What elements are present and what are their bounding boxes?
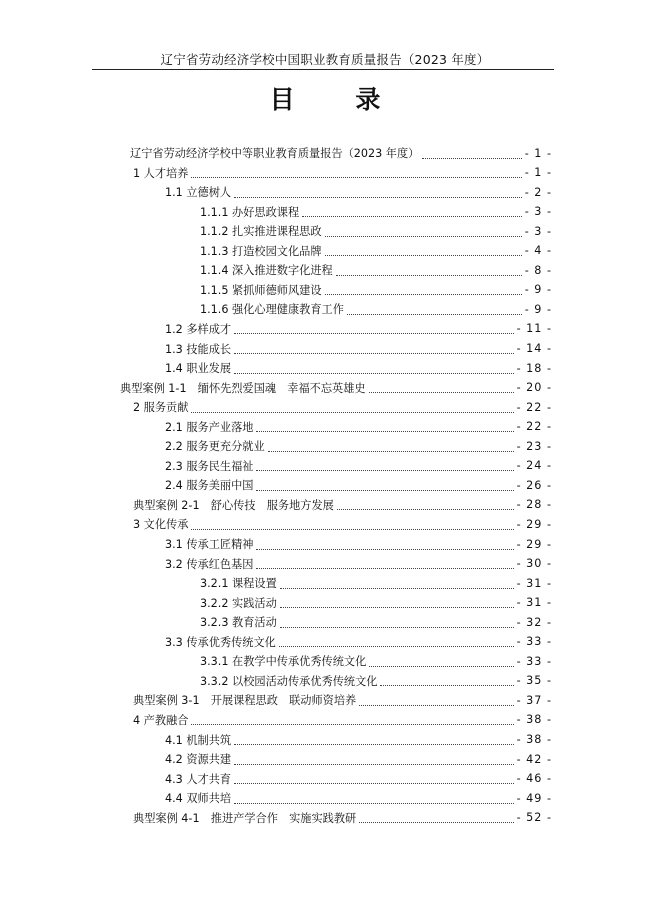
- toc-entry[interactable]: [200, 575, 552, 591]
- toc-leader-dots: [380, 673, 513, 686]
- toc-leader-dots: [256, 556, 513, 569]
- header-divider: [92, 69, 554, 70]
- toc-entry-page: - 28 -: [516, 498, 552, 512]
- toc-entry-label: 3.2.3 教育活动: [200, 616, 277, 630]
- toc-entry-label: 2.1 服务产业落地: [165, 420, 254, 434]
- toc-entry[interactable]: [165, 732, 552, 748]
- toc-entry-page: - 8 -: [524, 263, 552, 277]
- toc-entry-page: - 18 -: [516, 361, 552, 375]
- toc-entry-label: 1.1.4 深入推进数字化进程: [200, 264, 333, 278]
- toc-entry[interactable]: [165, 771, 552, 787]
- toc-entry-page: - 9 -: [524, 283, 552, 297]
- toc-entry-label: 1.1.2 扎实推进课程思政: [200, 225, 322, 239]
- toc-entry-label: 3.3 传承优秀传统文化: [165, 635, 276, 649]
- toc-entry-page: - 31 -: [516, 576, 552, 590]
- toc-entry-page: - 33 -: [516, 654, 552, 668]
- toc-leader-dots: [234, 771, 513, 784]
- toc-entry-label: 3.2 传承红色基因: [165, 557, 254, 571]
- toc-leader-dots: [234, 732, 513, 745]
- toc-leader-dots: [337, 497, 514, 510]
- toc-entry-page: - 49 -: [516, 791, 552, 805]
- toc-entry-label: 4.4 双师共培: [165, 792, 232, 806]
- toc-leader-dots: [280, 595, 514, 608]
- toc-entry-label: 典型案例 2-1 舒心传技 服务地方发展: [133, 498, 334, 512]
- toc-entry-label: 辽宁省劳动经济学校中等职业教育质量报告（2023 年度）: [130, 147, 420, 160]
- toc-entry-label: 4.3 人才共育: [165, 772, 232, 786]
- toc-entry-label: 典型案例 4-1 推进产学合作 实施实践教研: [133, 811, 357, 825]
- toc-leader-dots: [234, 185, 522, 198]
- toc-entry[interactable]: [165, 458, 552, 474]
- toc-entry[interactable]: [120, 380, 552, 396]
- toc-entry[interactable]: [133, 692, 552, 708]
- toc-entry[interactable]: [165, 438, 552, 454]
- toc-entry-label: 2.3 服务民生福祉: [165, 459, 254, 473]
- toc-entry-page: - 42 -: [516, 752, 552, 766]
- toc-entry-label: 1.1.3 打造校园文化品牌: [200, 244, 322, 258]
- toc-leader-dots: [268, 439, 514, 452]
- toc-entry-label: 4 产教融合: [133, 713, 189, 727]
- toc-entry[interactable]: [165, 556, 552, 572]
- toc-entry[interactable]: [133, 810, 552, 826]
- toc-entry-label: 3.1 传承工匠精神: [165, 538, 254, 551]
- toc-entry-label: 2.2 服务更充分就业: [165, 440, 265, 454]
- toc-entry-label: 3.2.1 课程设置: [200, 577, 277, 591]
- toc-entry-page: - 38 -: [516, 713, 552, 727]
- toc-entry[interactable]: [200, 243, 552, 259]
- toc-leader-dots: [256, 419, 513, 432]
- toc-entry[interactable]: [133, 516, 552, 532]
- toc-entry-label: 1 人才培养: [133, 166, 189, 180]
- toc-entry-page: - 22 -: [516, 420, 552, 434]
- toc-entry-page: - 29 -: [516, 517, 552, 531]
- toc-leader-dots: [325, 224, 522, 237]
- toc-entry[interactable]: [200, 282, 552, 298]
- toc-entry-page: - 3 -: [524, 224, 552, 238]
- toc-leader-dots: [191, 400, 513, 413]
- toc-entry-label: 4.2 资源共建: [165, 753, 232, 767]
- toc-entry[interactable]: [133, 712, 552, 728]
- toc-entry-label: 3.3.2 以校园活动传承优秀传统文化: [200, 674, 378, 688]
- toc-entry-page: - 14 -: [516, 342, 552, 355]
- toc-leader-dots: [256, 478, 513, 491]
- toc-entry-label: 2 服务贡献: [133, 401, 189, 415]
- toc-entry[interactable]: [200, 673, 552, 689]
- toc-entry[interactable]: [165, 321, 552, 337]
- toc-entry-page: - 2 -: [524, 185, 552, 199]
- toc-entry[interactable]: [200, 223, 552, 239]
- toc-leader-dots: [369, 380, 514, 393]
- toc-leader-dots: [369, 654, 513, 667]
- toc-entry[interactable]: [165, 790, 552, 806]
- toc-entry[interactable]: [200, 614, 552, 630]
- toc-entry[interactable]: [165, 751, 552, 767]
- page-header: 辽宁省劳动经济学校中国职业教育质量报告（2023 年度）: [160, 52, 490, 67]
- toc-entry-page: - 46 -: [516, 772, 552, 786]
- toc-entry-page: - 31 -: [516, 596, 552, 610]
- toc-leader-dots: [302, 204, 522, 217]
- toc-leader-dots: [325, 282, 522, 295]
- toc-entry-page: - 22 -: [516, 400, 552, 414]
- toc-entry-label: 1.3 技能成长: [165, 342, 232, 356]
- toc-entry-page: - 24 -: [516, 459, 552, 473]
- toc-leader-dots: [359, 810, 513, 823]
- toc-entry[interactable]: [165, 419, 552, 435]
- toc-entry-label: 1.1.1 办好思政课程: [200, 205, 300, 219]
- toc-entry-page: - 52 -: [516, 811, 552, 825]
- toc-entry-page: - 32 -: [516, 615, 552, 629]
- toc-entry[interactable]: [133, 497, 552, 513]
- toc-entry[interactable]: [165, 536, 552, 552]
- toc-entry[interactable]: [133, 165, 552, 181]
- toc-leader-dots: [234, 361, 513, 374]
- toc-entry[interactable]: [130, 145, 552, 161]
- toc-entry-label: 1.1.6 强化心理健康教育工作: [200, 303, 344, 317]
- toc-entry-label: 1.1 立德树人: [165, 186, 232, 200]
- toc-leader-dots: [325, 243, 522, 256]
- toc-leader-dots: [359, 693, 513, 706]
- toc-title: 目 录: [269, 85, 407, 114]
- toc-leader-dots: [336, 263, 522, 276]
- toc-leader-dots: [191, 517, 513, 530]
- toc-entry-page: - 4 -: [524, 244, 552, 258]
- toc-entry[interactable]: [165, 341, 552, 357]
- toc-entry-page: - 1 -: [524, 166, 552, 180]
- toc-entry[interactable]: [200, 301, 552, 317]
- toc-entry-page: - 35 -: [516, 674, 552, 688]
- toc-entry-label: 3.2.2 实践活动: [200, 596, 277, 610]
- toc-entry-label: 典型案例 1-1 缅怀先烈爱国魂 幸福不忘英雄史: [120, 381, 366, 395]
- toc-entry-page: - 23 -: [516, 439, 552, 453]
- toc-entry[interactable]: [165, 634, 552, 650]
- toc-entry[interactable]: [200, 595, 552, 611]
- toc-entry[interactable]: [165, 360, 552, 376]
- toc-entry-label: 1.4 职业发展: [165, 362, 232, 376]
- toc-leader-dots: [256, 458, 513, 471]
- toc-leader-dots: [234, 341, 513, 354]
- toc-leader-dots: [280, 576, 514, 589]
- toc-entry[interactable]: [200, 653, 552, 669]
- toc-entry[interactable]: [200, 204, 552, 220]
- toc-entry-label: 1.1.5 紧抓师德师风建设: [200, 283, 322, 297]
- toc-entry[interactable]: [133, 399, 552, 415]
- toc-leader-dots: [234, 791, 513, 804]
- toc-entry-page: - 29 -: [516, 537, 552, 551]
- toc-leader-dots: [191, 712, 513, 725]
- toc-entry-page: - 11 -: [516, 322, 552, 336]
- toc-leader-dots: [422, 146, 521, 159]
- toc-entry-page: - 26 -: [516, 478, 552, 492]
- toc-entry-label: 3 文化传承: [133, 518, 189, 532]
- toc-entry[interactable]: [200, 262, 552, 278]
- toc-leader-dots: [191, 165, 521, 178]
- toc-leader-dots: [234, 321, 513, 334]
- toc-entry-page: - 37 -: [516, 693, 552, 707]
- toc-entry-page: - 30 -: [516, 557, 552, 571]
- toc-entry[interactable]: [165, 477, 552, 493]
- toc-entry-page: - 9 -: [524, 302, 552, 316]
- toc-entry-label: 典型案例 3-1 开展课程思政 联动师资培养: [133, 694, 357, 708]
- toc-leader-dots: [347, 302, 522, 315]
- toc-entry-label: 2.4 服务美丽中国: [165, 479, 254, 493]
- toc-entry[interactable]: [165, 184, 552, 200]
- toc-leader-dots: [234, 752, 513, 765]
- toc-entry-label: 4.1 机制共筑: [165, 733, 232, 747]
- toc-entry-page: - 1 -: [524, 146, 552, 160]
- toc-entry-page: - 38 -: [516, 733, 552, 746]
- toc-leader-dots: [256, 537, 513, 550]
- toc-entry-page: - 33 -: [516, 635, 552, 649]
- toc-entry-page: - 20 -: [516, 381, 552, 395]
- toc-entry-label: 3.3.1 在教学中传承优秀传统文化: [200, 655, 367, 669]
- toc-entry-page: - 3 -: [524, 205, 552, 219]
- toc-leader-dots: [279, 634, 514, 647]
- toc-leader-dots: [280, 615, 514, 628]
- toc-entry-label: 1.2 多样成才: [165, 322, 232, 336]
